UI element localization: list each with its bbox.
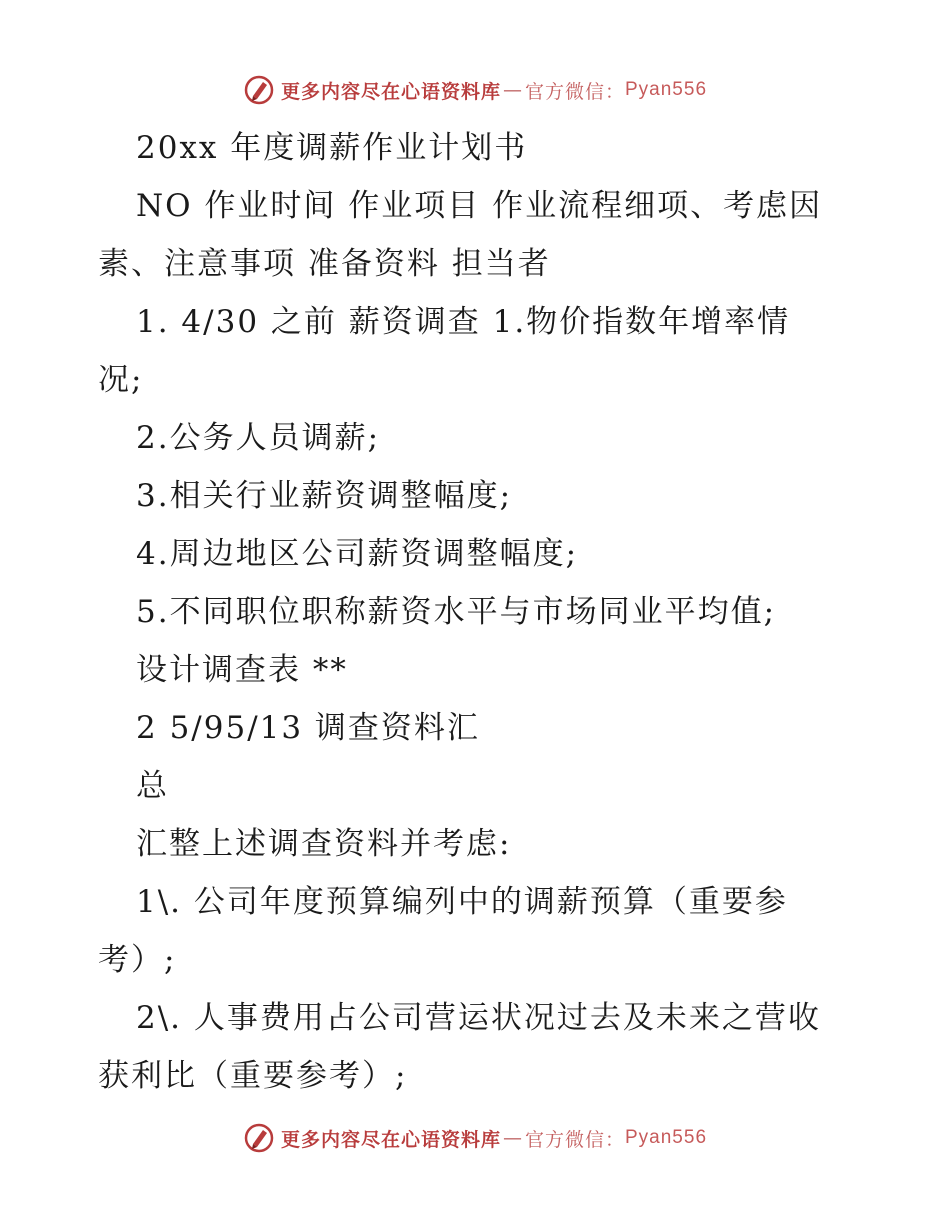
text-line: 2\. 人事费用占公司营运状况过去及未来之营收 (136, 1000, 821, 1036)
document-title: 20xx 年度调薪作业计划书 (136, 130, 528, 166)
text-line: 获利比（重要参考）; (98, 1058, 408, 1094)
text-line: 2 5/95/13 调查资料汇 (136, 710, 480, 746)
watermark-dash: — (502, 79, 523, 101)
watermark-wechat-label: 官方微信： (524, 80, 625, 103)
pen-logo-icon (243, 1122, 275, 1154)
text-line: 考）; (98, 942, 177, 978)
text-line: 况; (98, 362, 144, 398)
watermark-header (0, 70, 950, 110)
text-line: 素、注意事项 准备资料 担当者 (98, 246, 551, 282)
text-line: 2.公务人员调薪; (136, 420, 381, 456)
text-line: 5.不同职位职称薪资水平与市场同业平均值; (136, 594, 777, 630)
text-line: NO 作业时间 作业项目 作业流程细项、考虑因 (136, 188, 823, 224)
pen-logo-icon (243, 74, 275, 106)
watermark-title: 更多内容尽在心语资料库 (280, 1128, 501, 1151)
text-line: 1\. 公司年度预算编列中的调薪预算（重要参 (136, 884, 788, 920)
text-line: 4.周边地区公司薪资调整幅度; (136, 536, 579, 572)
text-line: 3.相关行业薪资调整幅度; (136, 478, 513, 514)
watermark-dash: — (502, 1127, 523, 1149)
watermark-footer (0, 1118, 950, 1158)
watermark-wechat-id: Pyan556 (625, 79, 708, 100)
text-line: 1. 4/30 之前 薪资调查 1.物价指数年增率情 (136, 304, 791, 340)
text-line: 汇整上述调查资料并考虑: (136, 826, 512, 862)
watermark-wechat-label: 官方微信： (524, 1128, 625, 1151)
text-line: 设计调查表 ** (136, 652, 348, 688)
watermark-title: 更多内容尽在心语资料库 (280, 80, 501, 103)
watermark-wechat-id: Pyan556 (625, 1127, 708, 1148)
text-line: 总 (136, 768, 169, 804)
